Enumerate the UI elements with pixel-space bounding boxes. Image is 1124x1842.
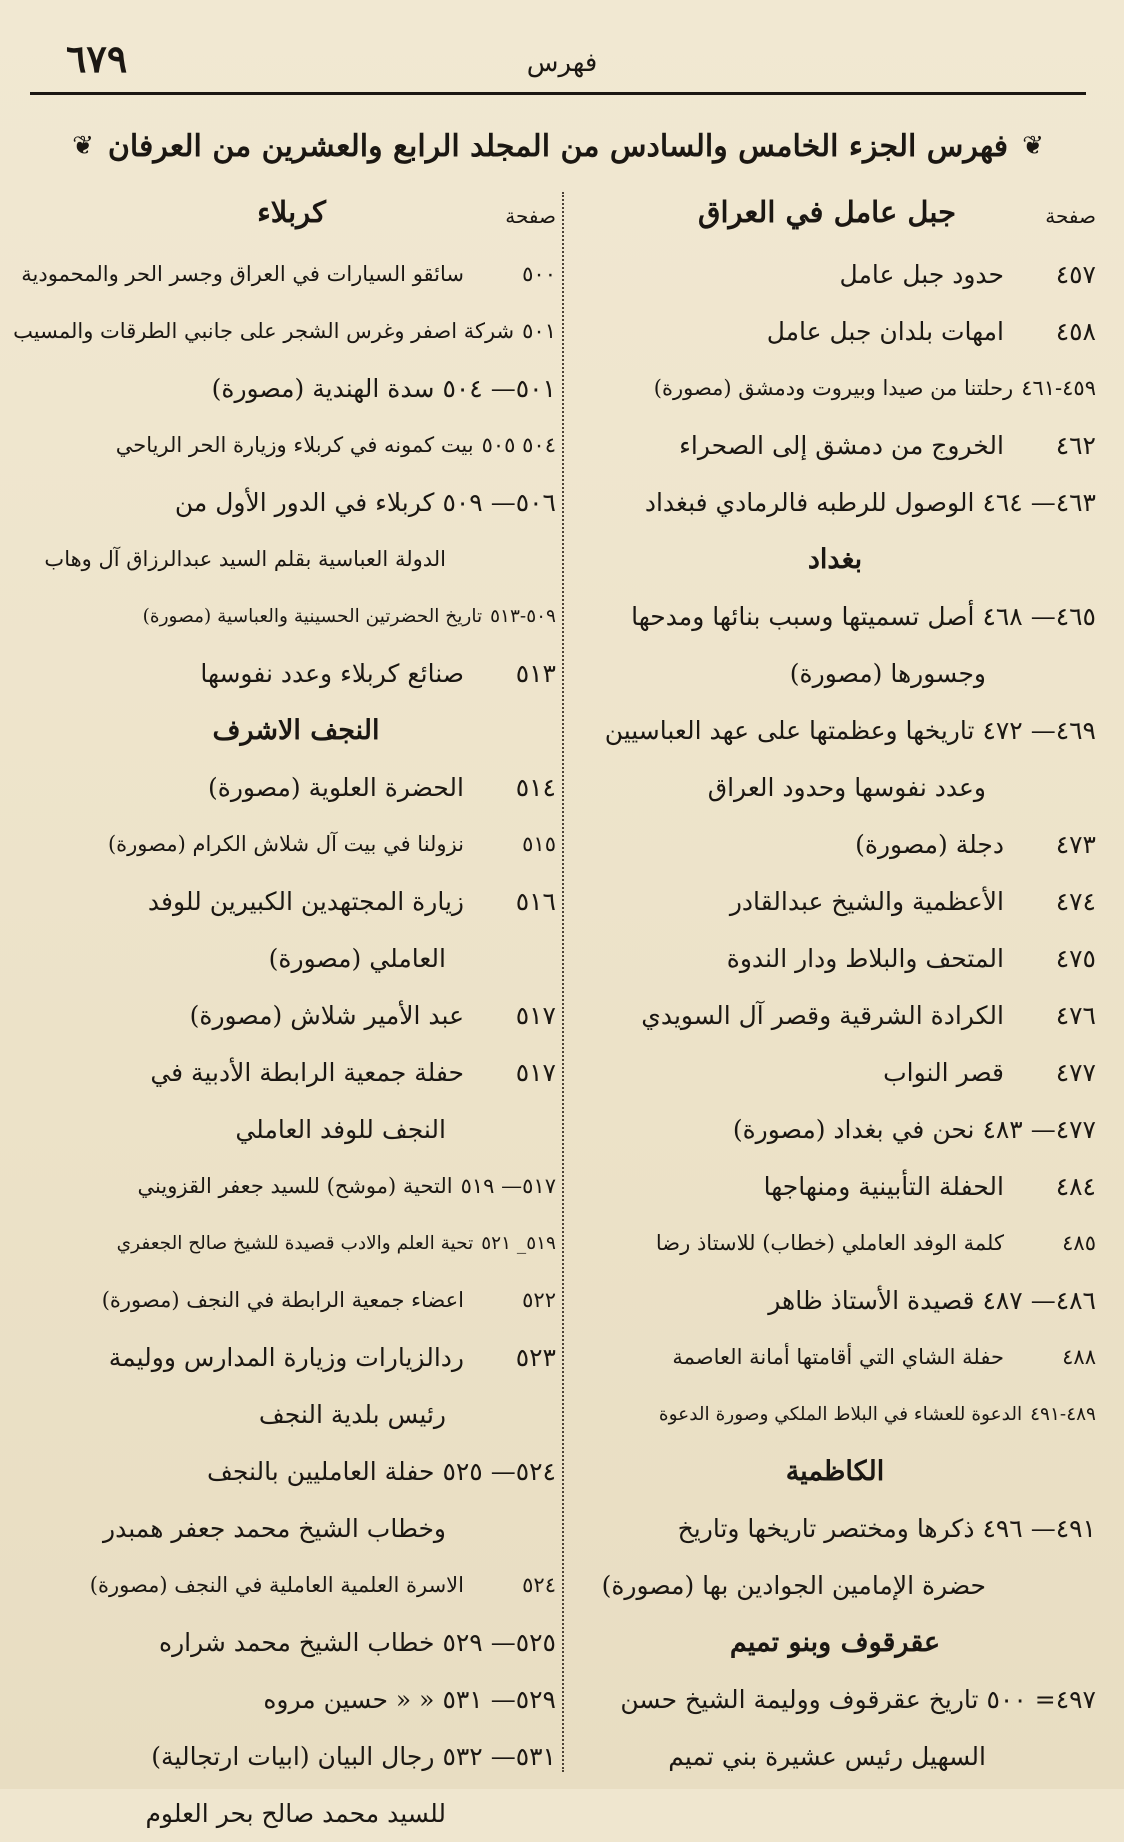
- index-entry: [36, 816, 556, 873]
- index-entry: [574, 303, 1096, 360]
- entry-text: وعدد نفوسها وحدود العراق: [707, 773, 986, 802]
- index-entry: [574, 1272, 1096, 1329]
- section-heading: النجف الاشرف: [212, 715, 380, 746]
- entry-page: ٥٠١: [522, 319, 556, 343]
- index-entry: [574, 1101, 1096, 1158]
- right-column: [574, 184, 1096, 1785]
- index-entry: [36, 1044, 556, 1101]
- index-entry: [36, 360, 556, 417]
- entry-text: السهيل رئيس عشيرة بني تميم: [668, 1742, 986, 1771]
- entry-text: حضرة الإمامين الجوادين بها (مصورة): [601, 1571, 986, 1600]
- entry-page: ٥٢٩— ٥٣١: [442, 1685, 556, 1714]
- ornament-right-icon: ❦: [1022, 131, 1044, 161]
- index-entry: [36, 1215, 556, 1272]
- index-entry: [574, 987, 1096, 1044]
- entry-page: ٤٧٥: [1055, 944, 1096, 973]
- running-title: فهرس: [526, 48, 598, 78]
- entry-text: شركة اصفر وغرس الشجر على جانبي الطرقات والمسيب: [13, 319, 515, 343]
- entry-text: المتحف والبلاط ودار الندوة: [726, 944, 1004, 973]
- entry-text: الدعوة للعشاء في البلاط الملكي وصورة الدعوة: [658, 1404, 1023, 1425]
- entry-text: تاريخ عقرقوف ووليمة الشيخ حسن: [620, 1685, 979, 1714]
- entry-text: حدود جبل عامل: [839, 260, 1004, 289]
- entry-page: ٥٢٥— ٥٢٩: [442, 1628, 556, 1657]
- index-entry: [574, 1215, 1096, 1272]
- index-entry: [574, 417, 1096, 474]
- entry-page: [1004, 1728, 1096, 1785]
- page-column-label: صفحة: [505, 204, 556, 228]
- index-entry-continuation: [36, 930, 556, 987]
- entry-text: الدولة العباسية بقلم السيد عبدالرزاق آل وهاب: [44, 547, 446, 571]
- entry-text: نزولنا في بيت آل شلاش الكرام (مصورة): [107, 832, 464, 856]
- entry-page: ٥٣١— ٥٣٢: [442, 1742, 556, 1771]
- entry-page: [1004, 1557, 1096, 1614]
- index-entry: [13, 303, 556, 360]
- entry-page: ٤٧٤: [1055, 887, 1096, 916]
- index-title-text: فهرس الجزء الخامس والسادس من المجلد الرابع والعشرين من العرفان: [107, 128, 1009, 164]
- entry-page: [464, 1386, 556, 1443]
- index-entry-continuation: [574, 645, 1096, 702]
- entry-page: ٤٧٧— ٤٨٣: [982, 1115, 1096, 1144]
- entry-page: ٥٠٦— ٥٠٩: [442, 488, 556, 517]
- entry-page: ٤٦٢: [1055, 431, 1096, 460]
- index-entry: [36, 1614, 556, 1671]
- entry-page: ٥٢٤: [522, 1573, 556, 1597]
- entry-text: الكرادة الشرقية وقصر آل السويدي: [641, 1001, 1004, 1030]
- entry-text: رحلتنا من صيدا وبيروت ودمشق (مصورة): [653, 376, 1014, 400]
- index-entry: [36, 1272, 556, 1329]
- index-entry: [574, 873, 1096, 930]
- index-entry: [574, 1329, 1096, 1386]
- entry-text: حفلة جمعية الرابطة الأدبية في: [150, 1058, 464, 1087]
- entry-text: أصل تسميتها وسبب بنائها ومدحها: [631, 602, 975, 631]
- entry-page: ٤٦٩— ٤٧٢: [982, 716, 1096, 745]
- entry-page: [464, 1785, 556, 1842]
- entry-page: ٥١٧: [515, 1001, 556, 1030]
- entry-page: ٥٢٤— ٥٢٥: [442, 1457, 556, 1486]
- index-entry: [574, 1044, 1096, 1101]
- entry-page: ٥٠٩-٥١٣: [490, 606, 556, 627]
- entry-text: زيارة المجتهدين الكبيرين للوفد: [147, 887, 464, 916]
- page-number: ٦٧٩: [66, 36, 128, 81]
- index-entry: [574, 816, 1096, 873]
- index-entry: [574, 1158, 1096, 1215]
- entry-text: الأعظمية والشيخ عبدالقادر: [729, 887, 1004, 916]
- entry-text: الاسرة العلمية العاملية في النجف (مصورة): [89, 1573, 464, 1597]
- entry-page: ٥٢٣: [515, 1343, 556, 1372]
- entry-page: ٤٨٨: [1062, 1345, 1096, 1369]
- index-entry: [36, 588, 556, 645]
- entry-page: ٤٧٣: [1055, 830, 1096, 859]
- entry-page: ٥١٧: [515, 1058, 556, 1087]
- header-rule: [30, 92, 1086, 95]
- index-entry: [574, 930, 1096, 987]
- entry-page: ٤٨٤: [1055, 1172, 1096, 1201]
- column-divider: [562, 192, 564, 1772]
- index-entry: [36, 417, 556, 474]
- entry-page: ٥١٥: [522, 832, 556, 856]
- entry-text: رئيس بلدية النجف: [258, 1400, 446, 1429]
- entry-text: سدة الهندية (مصورة): [211, 374, 435, 403]
- entry-page: ٥٠١— ٥٠٤: [442, 374, 556, 403]
- entry-page: ٤٧٧: [1055, 1058, 1096, 1087]
- entry-page: ٤٩٧= ٥٠٠: [986, 1685, 1096, 1714]
- entry-text: وجسورها (مصورة): [789, 659, 986, 688]
- index-entry-continuation: [574, 759, 1096, 816]
- index-entry: [36, 1443, 556, 1500]
- entry-page: ٥١٤: [515, 773, 556, 802]
- left-column: [13, 184, 556, 1842]
- entry-text: العاملي (مصورة): [268, 944, 446, 973]
- index-entry: [36, 759, 556, 816]
- entry-page: ٤٥٧: [1055, 260, 1096, 289]
- index-entry-continuation: [36, 1386, 556, 1443]
- entry-page: ٤٥٨: [1055, 317, 1096, 346]
- entry-page: ٥١٩_ ٥٢١: [481, 1233, 556, 1254]
- entry-page: ٤٨٩-٤٩١: [1030, 1404, 1096, 1425]
- entry-text: الوصول للرطبه فالرمادي فبغداد: [644, 488, 975, 517]
- entry-page: [1004, 645, 1096, 702]
- entry-text: الخروج من دمشق إلى الصحراء: [679, 431, 1004, 460]
- index-entry: [36, 1557, 556, 1614]
- entry-page: [464, 1500, 556, 1557]
- left-column-header: [36, 184, 556, 246]
- index-entry: [36, 645, 556, 702]
- index-entry: [36, 1671, 556, 1728]
- entry-page: [1004, 759, 1096, 816]
- section-heading: الكاظمية: [785, 1456, 885, 1487]
- entry-text: الحفلة التأبينية ومنهاجها: [763, 1172, 1004, 1201]
- entry-text: خطاب الشيخ محمد شراره: [158, 1628, 435, 1657]
- entry-text: ذكرها ومختصر تاريخها وتاريخ: [677, 1514, 975, 1543]
- entry-page: ٥٠٤ ٥٠٥: [481, 433, 556, 457]
- index-entry: [574, 702, 1096, 759]
- index-entry: [574, 246, 1096, 303]
- index-entry: [36, 1728, 556, 1785]
- index-entry: [574, 474, 1096, 531]
- entry-page: [464, 531, 556, 588]
- running-head: [0, 36, 1124, 96]
- entry-page: ٤٨٦— ٤٨٧: [982, 1286, 1096, 1315]
- page-column-label: صفحة: [1045, 204, 1096, 228]
- entry-page: ٥١٦: [515, 887, 556, 916]
- entry-text: رجال البيان (ابيات ارتجالية): [151, 1742, 435, 1771]
- entry-page: [464, 930, 556, 987]
- section-heading: بغداد: [807, 544, 863, 575]
- entry-text: اعضاء جمعية الرابطة في النجف (مصورة): [101, 1288, 464, 1312]
- entry-page: ٤٨٥: [1062, 1231, 1096, 1255]
- entry-page: ٤٦٥— ٤٦٨: [982, 602, 1096, 631]
- entry-text: التحية (موشح) للسيد جعفر القزويني: [137, 1174, 453, 1198]
- entry-text: وخطاب الشيخ محمد جعفر همبدر: [103, 1514, 446, 1543]
- entry-text: بيت كمونه في كربلاء وزيارة الحر الرياحي: [115, 433, 474, 457]
- index-title: [30, 118, 1086, 174]
- entry-page: ٤٧٦: [1055, 1001, 1096, 1030]
- entry-text: امهات بلدان جبل عامل: [766, 317, 1004, 346]
- entry-text: قصر النواب: [883, 1058, 1004, 1087]
- entry-text: صنائع كربلاء وعدد نفوسها: [200, 659, 464, 688]
- entry-text: حفلة العامليين بالنجف: [206, 1457, 435, 1486]
- entry-text: سائقو السيارات في العراق وجسر الحر والمحمودية: [21, 262, 464, 286]
- entry-page: ٤٥٩-٤٦١: [1021, 376, 1096, 400]
- entry-page: ٥١٣: [515, 659, 556, 688]
- entry-text: تاريخها وعظمتها على عهد العباسيين: [604, 716, 975, 745]
- entry-page: [464, 1101, 556, 1158]
- topic-heading: جبل عامل في العراق: [697, 195, 956, 229]
- ornament-left-icon: ❦: [72, 131, 94, 161]
- index-entry: [36, 474, 556, 531]
- index-entry: [574, 1671, 1096, 1728]
- entry-page: ٤٩١— ٤٩٦: [982, 1514, 1096, 1543]
- entry-text: « « حسين مروه: [263, 1685, 435, 1714]
- index-entry: [36, 987, 556, 1044]
- index-entry-continuation: [36, 1101, 556, 1158]
- entry-text: قصيدة الأستاذ ظاهر: [768, 1286, 975, 1315]
- right-column-header: [574, 184, 1096, 246]
- entry-text: حفلة الشاي التي أقامتها أمانة العاصمة: [672, 1345, 1004, 1369]
- entry-text: النجف للوفد العاملي: [235, 1115, 446, 1144]
- index-entry: [574, 588, 1096, 645]
- entry-text: كربلاء في الدور الأول من: [174, 488, 435, 517]
- index-entry: [574, 360, 1096, 417]
- topic-heading: كربلاء: [257, 195, 326, 229]
- index-entry-continuation: [574, 1557, 1096, 1614]
- entry-text: نحن في بغداد (مصورة): [732, 1115, 975, 1144]
- entry-text: للسيد محمد صالح بحر العلوم: [145, 1799, 446, 1828]
- index-entry-continuation: [36, 531, 556, 588]
- entry-page: ٥٠٠: [522, 262, 556, 286]
- entry-text: دجلة (مصورة): [855, 830, 1004, 859]
- index-entry: [21, 246, 556, 303]
- entry-text: ردالزيارات وزيارة المدارس ووليمة: [108, 1343, 464, 1372]
- index-entry: [574, 1386, 1096, 1443]
- index-entry-continuation: [36, 1500, 556, 1557]
- entry-text: تحية العلم والادب قصيدة للشيخ صالح الجعفري: [116, 1233, 474, 1254]
- entry-page: ٥١٧— ٥١٩: [460, 1174, 556, 1198]
- entry-text: تاريخ الحضرتين الحسينية والعباسية (مصورة): [142, 606, 483, 627]
- index-entry: [36, 873, 556, 930]
- index-entry: [36, 1158, 556, 1215]
- index-entry: [36, 1329, 556, 1386]
- index-entry-continuation: [574, 1728, 1096, 1785]
- entry-page: ٤٦٣— ٤٦٤: [982, 488, 1096, 517]
- index-entry: [574, 1500, 1096, 1557]
- index-entry-continuation: [36, 1785, 556, 1842]
- entry-text: الحضرة العلوية (مصورة): [207, 773, 464, 802]
- entry-page: ٥٢٢: [522, 1288, 556, 1312]
- entry-text: كلمة الوفد العاملي (خطاب) للاستاذ رضا: [655, 1231, 1004, 1255]
- section-heading: عقرقوف وبنو تميم: [729, 1627, 941, 1658]
- entry-text: عبد الأمير شلاش (مصورة): [189, 1001, 464, 1030]
